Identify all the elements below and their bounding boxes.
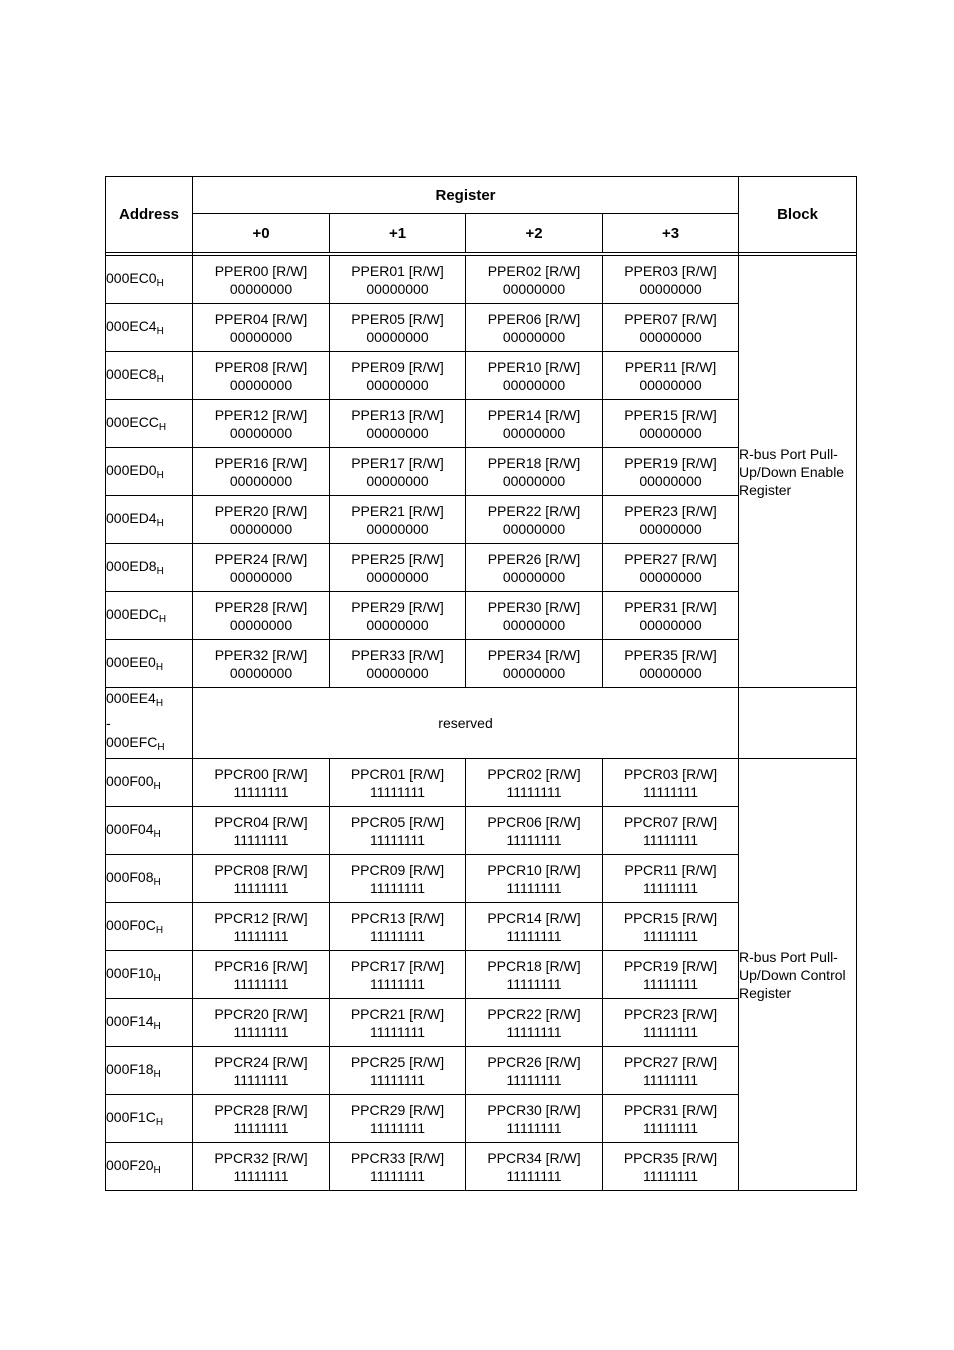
register-name: PPER08 [R/W] — [214, 358, 308, 375]
register-initial-value: 00000000 — [229, 376, 293, 393]
register-name: PPER26 [R/W] — [487, 550, 581, 567]
register-initial-value: 00000000 — [639, 568, 702, 585]
register-cell — [193, 999, 330, 1047]
register-initial-value: 11111111 — [506, 783, 562, 800]
register-name: PPER19 [R/W] — [624, 454, 717, 471]
register-initial-value: 00000000 — [502, 424, 566, 441]
register-initial-value: 11111111 — [233, 1071, 289, 1088]
register-initial-value: 00000000 — [229, 568, 293, 585]
register-initial-value: 00000000 — [502, 472, 566, 489]
register-cell — [193, 400, 330, 448]
register-cell — [603, 640, 739, 688]
register-name: PPCR17 [R/W] — [350, 957, 445, 974]
register-cell — [466, 448, 603, 496]
register-name: PPCR07 [R/W] — [623, 813, 718, 830]
hex-suffix: H — [158, 614, 167, 625]
address-range-cell — [106, 688, 193, 759]
hex-suffix: H — [155, 662, 164, 673]
register-initial-value: 11111111 — [643, 879, 699, 896]
register-cell — [193, 496, 330, 544]
register-cell — [603, 496, 739, 544]
hex-suffix: H — [153, 829, 161, 840]
register-initial-value: 11111111 — [506, 879, 562, 896]
register-initial-value: 11111111 — [233, 1119, 289, 1136]
register-name: PPER22 [R/W] — [487, 502, 581, 519]
register-cell — [466, 999, 603, 1047]
register-initial-value: 11111111 — [643, 1167, 699, 1184]
register-initial-value: 00000000 — [366, 616, 429, 633]
register-name: PPCR35 [R/W] — [623, 1149, 718, 1166]
register-map-table — [105, 176, 857, 1191]
register-cell — [193, 640, 330, 688]
hex-suffix: H — [156, 566, 164, 577]
address-value: 000F08 — [106, 869, 154, 885]
register-cell — [193, 592, 330, 640]
register-cell — [466, 400, 603, 448]
register-initial-value: 11111111 — [643, 975, 699, 992]
address-cell — [106, 256, 193, 304]
register-initial-value: 00000000 — [502, 280, 566, 297]
register-initial-value: 00000000 — [229, 472, 293, 489]
address-value: 000EE4 — [106, 690, 156, 706]
register-cell — [193, 759, 330, 807]
hex-suffix: H — [157, 742, 165, 753]
register-cell — [330, 256, 466, 304]
address-cell — [106, 640, 193, 688]
register-initial-value: 00000000 — [639, 472, 702, 489]
register-initial-value: 11111111 — [643, 783, 699, 800]
register-name: PPCR13 [R/W] — [350, 909, 445, 926]
register-cell — [603, 999, 739, 1047]
register-cell — [330, 352, 466, 400]
register-name: PPCR24 [R/W] — [214, 1053, 308, 1070]
address-value: 000F10 — [106, 965, 154, 981]
register-initial-value: 00000000 — [502, 376, 566, 393]
address-range-start — [106, 688, 192, 714]
address-cell — [106, 400, 193, 448]
register-initial-value: 11111111 — [233, 975, 289, 992]
register-initial-value: 00000000 — [639, 616, 702, 633]
register-name: PPCR10 [R/W] — [487, 861, 581, 878]
register-cell — [603, 352, 739, 400]
register-cell — [466, 951, 603, 999]
register-cell — [330, 1047, 466, 1095]
hex-suffix: H — [153, 877, 161, 888]
register-cell — [330, 903, 466, 951]
register-cell — [603, 951, 739, 999]
register-cell — [466, 759, 603, 807]
register-cell — [603, 1143, 739, 1191]
register-cell — [330, 448, 466, 496]
register-cell — [330, 544, 466, 592]
register-name: PPCR02 [R/W] — [487, 765, 581, 782]
register-cell — [193, 1047, 330, 1095]
register-name: PPCR29 [R/W] — [350, 1101, 445, 1118]
register-cell — [466, 304, 603, 352]
address-range-end — [106, 732, 192, 758]
register-cell — [193, 544, 330, 592]
address-cell — [106, 807, 193, 855]
hex-suffix: H — [153, 781, 161, 792]
register-initial-value: 00000000 — [366, 328, 429, 345]
register-name: PPCR06 [R/W] — [487, 813, 581, 830]
register-cell — [466, 592, 603, 640]
register-cell — [603, 855, 739, 903]
register-cell — [603, 1047, 739, 1095]
register-name: PPCR21 [R/W] — [350, 1005, 445, 1022]
address-cell — [106, 304, 193, 352]
register-initial-value: 11111111 — [233, 879, 289, 896]
register-name: PPER34 [R/W] — [487, 646, 581, 663]
register-name: PPCR26 [R/W] — [487, 1053, 581, 1070]
address-cell — [106, 544, 193, 592]
address-value: 000F00 — [106, 773, 154, 789]
table-row — [106, 256, 857, 304]
register-name: PPCR01 [R/W] — [350, 765, 445, 782]
register-name: PPCR23 [R/W] — [623, 1005, 718, 1022]
register-cell — [466, 640, 603, 688]
register-initial-value: 00000000 — [229, 616, 293, 633]
address-value: 000ECC — [106, 414, 159, 430]
register-cell — [330, 592, 466, 640]
register-cell — [330, 759, 466, 807]
address-value: 000ED4 — [106, 510, 157, 526]
register-cell — [603, 759, 739, 807]
register-name: PPER17 [R/W] — [351, 454, 444, 471]
register-name: PPER15 [R/W] — [624, 406, 717, 423]
hex-suffix: H — [156, 326, 164, 337]
register-name: PPCR03 [R/W] — [623, 765, 718, 782]
register-initial-value: 00000000 — [229, 664, 293, 681]
register-name: PPER32 [R/W] — [214, 646, 308, 663]
register-cell — [330, 496, 466, 544]
header-offset-3: +3 — [603, 214, 739, 253]
register-name: PPER24 [R/W] — [214, 550, 308, 567]
register-name: PPER09 [R/W] — [351, 358, 444, 375]
register-name: PPER01 [R/W] — [351, 262, 444, 279]
address-range-dash: - — [106, 715, 111, 731]
register-name: PPCR00 [R/W] — [214, 765, 308, 782]
block-pull-up-down-enable: R-bus Port Pull-Up/Down Enable Register — [739, 256, 857, 688]
register-name: PPER35 [R/W] — [624, 646, 717, 663]
address-cell — [106, 496, 193, 544]
register-cell — [330, 951, 466, 999]
register-initial-value: 11111111 — [506, 1167, 562, 1184]
register-initial-value: 11111111 — [506, 1023, 562, 1040]
register-initial-value: 00000000 — [366, 664, 429, 681]
register-name: PPCR04 [R/W] — [214, 813, 308, 830]
register-name: PPCR14 [R/W] — [487, 909, 581, 926]
register-name: PPER30 [R/W] — [487, 598, 581, 615]
register-table-body — [106, 253, 857, 1191]
register-initial-value: 11111111 — [643, 927, 699, 944]
reserved-cell: reserved — [193, 688, 739, 759]
register-name: PPER27 [R/W] — [624, 550, 717, 567]
address-value: 000EFC — [106, 734, 158, 750]
register-initial-value: 11111111 — [506, 975, 562, 992]
register-cell — [603, 903, 739, 951]
register-name: PPCR30 [R/W] — [487, 1101, 581, 1118]
address-value: 000F04 — [106, 821, 154, 837]
register-cell — [466, 256, 603, 304]
register-cell — [603, 256, 739, 304]
register-cell — [466, 1095, 603, 1143]
register-name: PPER03 [R/W] — [624, 262, 717, 279]
address-value: 000EC0 — [106, 270, 157, 286]
register-initial-value: 11111111 — [643, 1119, 699, 1136]
register-cell — [193, 304, 330, 352]
register-cell — [330, 304, 466, 352]
register-initial-value: 00000000 — [229, 520, 293, 537]
address-value: 000EE0 — [106, 654, 156, 670]
register-cell — [193, 903, 330, 951]
register-name: PPCR20 [R/W] — [214, 1005, 308, 1022]
register-name: PPER16 [R/W] — [214, 454, 308, 471]
register-cell — [466, 807, 603, 855]
register-cell — [603, 1095, 739, 1143]
register-cell — [330, 999, 466, 1047]
hex-suffix: H — [155, 1117, 164, 1128]
register-cell — [466, 1143, 603, 1191]
register-name: PPER11 [R/W] — [624, 358, 717, 375]
header-offset-2: +2 — [466, 214, 603, 253]
register-name: PPCR33 [R/W] — [350, 1149, 445, 1166]
register-initial-value: 11111111 — [369, 1023, 425, 1040]
register-initial-value: 11111111 — [369, 1167, 425, 1184]
address-value: 000EC8 — [106, 366, 157, 382]
register-initial-value: 11111111 — [369, 1071, 425, 1088]
register-cell — [603, 807, 739, 855]
register-initial-value: 00000000 — [366, 376, 429, 393]
register-initial-value: 11111111 — [506, 1119, 562, 1136]
register-name: PPER10 [R/W] — [487, 358, 581, 375]
register-initial-value: 00000000 — [366, 520, 429, 537]
register-initial-value: 11111111 — [369, 975, 425, 992]
address-value: 000ED8 — [106, 558, 157, 574]
reserved-row — [106, 688, 857, 759]
hex-suffix: H — [156, 278, 164, 289]
register-initial-value: 00000000 — [639, 280, 702, 297]
register-initial-value: 11111111 — [233, 1167, 289, 1184]
register-initial-value: 11111111 — [369, 1119, 425, 1136]
address-value: 000EC4 — [106, 318, 157, 334]
register-initial-value: 11111111 — [233, 831, 289, 848]
register-initial-value: 11111111 — [233, 783, 289, 800]
address-value: 000F0C — [106, 917, 156, 933]
address-cell — [106, 1143, 193, 1191]
register-cell — [603, 400, 739, 448]
register-name: PPCR27 [R/W] — [623, 1053, 718, 1070]
register-name: PPER12 [R/W] — [214, 406, 308, 423]
hex-suffix: H — [156, 518, 164, 529]
hex-suffix: H — [153, 1021, 161, 1032]
hex-suffix: H — [153, 973, 161, 984]
register-cell — [193, 1143, 330, 1191]
register-initial-value: 11111111 — [506, 831, 562, 848]
header-register: Register — [193, 177, 739, 214]
register-name: PPCR34 [R/W] — [487, 1149, 581, 1166]
register-name: PPER14 [R/W] — [487, 406, 581, 423]
register-name: PPER20 [R/W] — [214, 502, 308, 519]
register-name: PPCR05 [R/W] — [350, 813, 445, 830]
register-cell — [330, 807, 466, 855]
register-cell — [330, 400, 466, 448]
register-name: PPER31 [R/W] — [624, 598, 717, 615]
register-initial-value: 00000000 — [366, 424, 429, 441]
register-cell — [193, 448, 330, 496]
register-cell — [330, 1143, 466, 1191]
register-cell — [466, 544, 603, 592]
register-initial-value: 11111111 — [369, 879, 425, 896]
address-cell — [106, 592, 193, 640]
register-cell — [603, 448, 739, 496]
header-offset-0: +0 — [193, 214, 330, 253]
register-cell — [466, 496, 603, 544]
block-pull-up-down-control: R-bus Port Pull-Up/Down Control Register — [739, 759, 857, 1191]
register-initial-value: 11111111 — [233, 927, 289, 944]
address-value: 000F18 — [106, 1061, 154, 1077]
address-value: 000EDC — [106, 606, 159, 622]
address-value: 000ED0 — [106, 462, 157, 478]
hex-suffix: H — [155, 698, 164, 709]
address-cell — [106, 999, 193, 1047]
register-initial-value: 00000000 — [639, 520, 702, 537]
register-cell — [193, 951, 330, 999]
register-cell — [603, 544, 739, 592]
address-cell — [106, 448, 193, 496]
register-name: PPER02 [R/W] — [487, 262, 581, 279]
address-cell — [106, 951, 193, 999]
register-initial-value: 00000000 — [229, 280, 293, 297]
register-name: PPCR08 [R/W] — [214, 861, 308, 878]
register-cell — [193, 352, 330, 400]
register-initial-value: 11111111 — [369, 783, 425, 800]
register-cell — [193, 256, 330, 304]
address-value: 000F14 — [106, 1013, 154, 1029]
address-cell — [106, 1047, 193, 1095]
register-name: PPCR25 [R/W] — [350, 1053, 445, 1070]
register-name: PPER21 [R/W] — [351, 502, 444, 519]
register-cell — [466, 855, 603, 903]
register-initial-value: 11111111 — [506, 1071, 562, 1088]
register-name: PPCR19 [R/W] — [623, 957, 718, 974]
empty-block-cell — [739, 688, 857, 759]
register-initial-value: 11111111 — [643, 1023, 699, 1040]
register-name: PPCR18 [R/W] — [487, 957, 581, 974]
register-initial-value: 00000000 — [502, 520, 566, 537]
register-initial-value: 00000000 — [502, 328, 566, 345]
register-name: PPER04 [R/W] — [214, 310, 308, 327]
address-value: 000F20 — [106, 1157, 154, 1173]
register-initial-value: 11111111 — [506, 927, 562, 944]
register-cell — [193, 807, 330, 855]
address-cell — [106, 352, 193, 400]
header-address: Address — [106, 177, 193, 253]
hex-suffix: H — [153, 1069, 161, 1080]
register-initial-value: 00000000 — [639, 424, 702, 441]
register-initial-value: 00000000 — [229, 328, 293, 345]
register-cell — [603, 592, 739, 640]
register-initial-value: 00000000 — [229, 424, 293, 441]
register-cell — [603, 304, 739, 352]
register-initial-value: 00000000 — [502, 616, 566, 633]
register-name: PPER28 [R/W] — [214, 598, 308, 615]
register-initial-value: 00000000 — [639, 376, 702, 393]
address-value: 000F1C — [106, 1109, 156, 1125]
hex-suffix: H — [158, 422, 167, 433]
hex-suffix: H — [156, 470, 164, 481]
register-cell — [193, 1095, 330, 1143]
register-cell — [330, 855, 466, 903]
header-block: Block — [739, 177, 857, 253]
register-name: PPER25 [R/W] — [351, 550, 444, 567]
hex-suffix: H — [153, 1165, 161, 1176]
register-name: PPER06 [R/W] — [487, 310, 581, 327]
register-name: PPER05 [R/W] — [351, 310, 444, 327]
register-name: PPCR09 [R/W] — [350, 861, 445, 878]
register-initial-value: 11111111 — [233, 1023, 289, 1040]
register-cell — [193, 855, 330, 903]
register-initial-value: 00000000 — [502, 568, 566, 585]
register-initial-value: 11111111 — [643, 1071, 699, 1088]
register-initial-value: 11111111 — [643, 831, 699, 848]
register-name: PPER07 [R/W] — [624, 310, 717, 327]
register-name: PPCR32 [R/W] — [214, 1149, 308, 1166]
register-cell — [330, 1095, 466, 1143]
register-name: PPCR22 [R/W] — [487, 1005, 581, 1022]
register-name: PPER33 [R/W] — [351, 646, 444, 663]
register-cell — [466, 903, 603, 951]
register-name: PPER18 [R/W] — [487, 454, 581, 471]
register-name: PPCR28 [R/W] — [214, 1101, 308, 1118]
table-row — [106, 759, 857, 807]
register-name: PPCR15 [R/W] — [623, 909, 718, 926]
register-initial-value: 11111111 — [369, 831, 425, 848]
register-name: PPER13 [R/W] — [351, 406, 444, 423]
register-name: PPER23 [R/W] — [624, 502, 717, 519]
address-cell — [106, 759, 193, 807]
header-offset-1: +1 — [330, 214, 466, 253]
hex-suffix: H — [156, 374, 164, 385]
register-name: PPCR11 [R/W] — [624, 861, 717, 878]
register-initial-value: 11111111 — [369, 927, 425, 944]
address-cell — [106, 903, 193, 951]
register-cell — [466, 1047, 603, 1095]
hex-suffix: H — [155, 925, 164, 936]
register-initial-value: 00000000 — [639, 664, 702, 681]
register-cell — [330, 640, 466, 688]
register-cell — [466, 352, 603, 400]
register-initial-value: 00000000 — [366, 280, 429, 297]
address-cell — [106, 855, 193, 903]
register-name: PPER29 [R/W] — [351, 598, 444, 615]
register-initial-value: 00000000 — [366, 472, 429, 489]
address-cell — [106, 1095, 193, 1143]
register-name: PPCR16 [R/W] — [214, 957, 308, 974]
register-name: PPCR12 [R/W] — [214, 909, 308, 926]
register-initial-value: 00000000 — [502, 664, 566, 681]
register-name: PPER00 [R/W] — [214, 262, 308, 279]
register-name: PPCR31 [R/W] — [623, 1101, 718, 1118]
register-initial-value: 00000000 — [366, 568, 429, 585]
register-initial-value: 00000000 — [639, 328, 702, 345]
